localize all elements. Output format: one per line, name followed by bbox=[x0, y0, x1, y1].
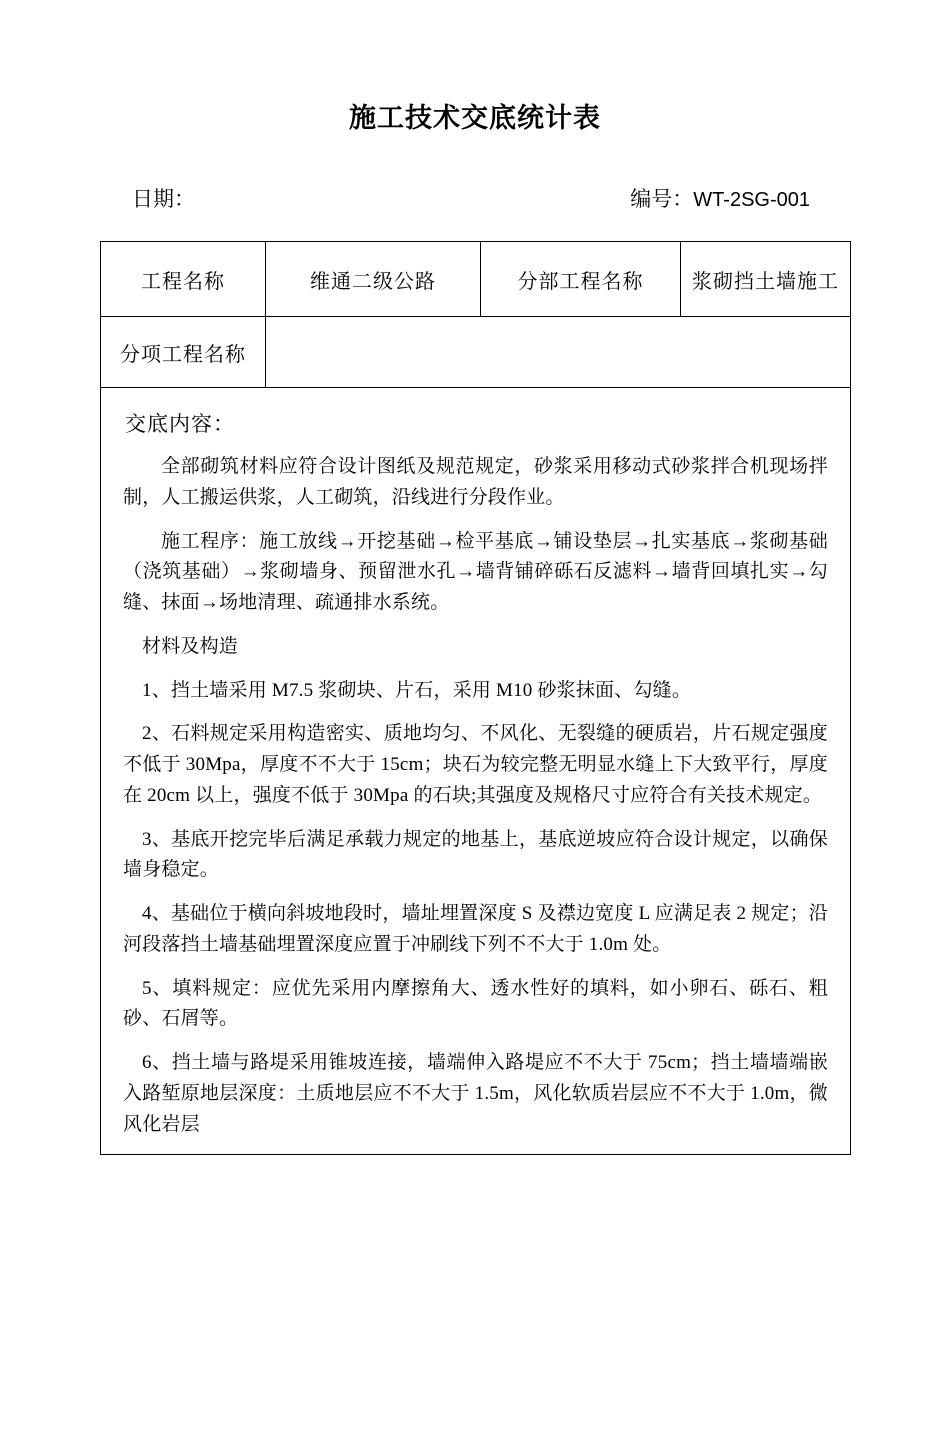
table-row bbox=[101, 242, 851, 317]
subitem-name-value bbox=[266, 317, 851, 388]
content-paragraph: 1、挡土墙采用 M7.5 浆砌块、片石，采用 M10 砂浆抹面、勾缝。 bbox=[142, 679, 692, 701]
number-label: 编号： bbox=[630, 187, 694, 211]
number-field bbox=[630, 183, 840, 213]
table-row bbox=[101, 388, 851, 1155]
date-label: 日期： bbox=[132, 187, 195, 211]
content-paragraph: 4、基础位于横向斜坡地段时，墙址埋置深度 S 及襟边宽度 L 应满足表 2 规定；沿河段落挡土墙基础埋置深度应置于冲刷线下列不不大于 1.0m 处。 bbox=[123, 903, 828, 955]
project-name-label: 工程名称 bbox=[101, 242, 266, 317]
subitem-name-label: 分项工程名称 bbox=[101, 317, 266, 388]
disclosure-content-cell bbox=[101, 388, 851, 1155]
technical-disclosure-table bbox=[100, 241, 851, 1155]
division-name-label: 分部工程名称 bbox=[481, 242, 681, 317]
content-paragraph: 2、石料规定采用构造密实、质地均匀、不风化、无裂缝的硬质岩，片石规定强度不低于 30Mpa，厚度不不大于 15cm；块石为较完整无明显水缝上下大致平行，厚度在 20cm 以上，强度不低于 30Mpa 的石块;其强度及规格尺寸应符合有关技术规定。 bbox=[123, 723, 828, 806]
table-row bbox=[101, 317, 851, 388]
content-paragraph: 施工程序：施工放线→开挖基础→检平基底→铺设垫层→扎实基底→浆砌基础（浇筑基础）→浆砌墙身、预留泄水孔→墙背铺碎砾石反滤料→墙背回填扎实→勾缝、抹面→场地清理、疏通排水系统。 bbox=[123, 530, 828, 614]
content-label: 交底内容： bbox=[125, 412, 235, 436]
document-page bbox=[0, 96, 950, 1440]
content-paragraph: 材料及构造 bbox=[142, 635, 239, 657]
project-name-value: 维通二级公路 bbox=[266, 242, 481, 317]
content-paragraph: 5、填料规定：应优先采用内摩擦角大、透水性好的填料，如小卵石、砾石、粗砂、石屑等。 bbox=[123, 977, 828, 1030]
content-paragraph: 全部砌筑材料应符合设计图纸及规范规定，砂浆采用移动式砂浆拌合机现场拌制，人工搬运供浆，人工砌筑，沿线进行分段作业。 bbox=[123, 456, 828, 508]
number-value: WT-2SG-001 bbox=[693, 189, 810, 211]
content-paragraph: 6、挡土墙与路堤采用锥坡连接，墙端伸入路堤应不不大于 75cm；挡土墙墙端嵌入路堑原地层深度：土质地层应不不大于 1.5m，风化软质岩层应不不大于 1.0m，微风化岩层 bbox=[123, 1052, 828, 1135]
document-meta bbox=[100, 183, 850, 213]
date-field bbox=[132, 183, 195, 213]
page-title: 施工技术交底统计表 bbox=[349, 103, 601, 133]
division-name-value: 浆砌挡土墙施工 bbox=[681, 242, 851, 317]
content-paragraph: 3、基底开挖完毕后满足承载力规定的地基上，基底逆坡应符合设计规定，以确保墙身稳定。 bbox=[123, 828, 828, 881]
